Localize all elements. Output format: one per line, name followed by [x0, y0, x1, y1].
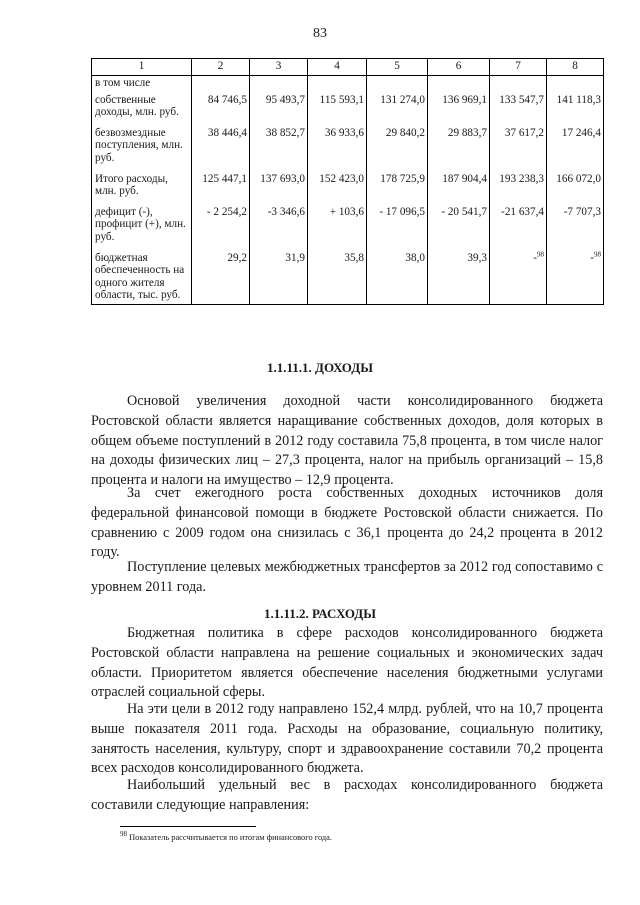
table-row	[92, 127, 604, 173]
page-number: 83	[313, 26, 327, 41]
table-cell: 38,0	[367, 252, 428, 305]
footnote-text: Показатель рассчитывается по итогам финансового года.	[129, 833, 332, 842]
table-cell	[547, 249, 604, 305]
row-label: Итого расходы, млн. руб.	[92, 173, 192, 206]
table-cell: 152 423,0	[308, 173, 367, 206]
table-row	[92, 252, 604, 305]
table-cell: 31,9	[250, 252, 308, 305]
table-row	[92, 206, 604, 252]
row-label: дефицит (-), профицит (+), млн. руб.	[92, 206, 192, 252]
table-cell: 29 840,2	[367, 127, 428, 173]
table-cell: 193 238,3	[490, 173, 547, 206]
table-cell: 136 969,1	[428, 94, 490, 127]
table-header-cell: 5	[367, 59, 428, 76]
table-cell: 125 447,1	[192, 173, 250, 206]
table-header-cell: 1	[92, 59, 192, 76]
table-cell: 29 883,7	[428, 127, 490, 173]
table-cell: 166 072,0	[547, 173, 604, 206]
table-cell: - 17 096,5	[367, 206, 428, 252]
table-cell: 38 446,4	[192, 127, 250, 173]
budget-table	[91, 58, 604, 305]
footnote-divider	[120, 826, 256, 827]
table-cell: 39,3	[428, 252, 490, 305]
footnote	[120, 830, 332, 842]
table-row	[92, 94, 604, 127]
cell-value: -	[533, 251, 537, 264]
table-cell: 178 725,9	[367, 173, 428, 206]
table-cell: 131 274,0	[367, 94, 428, 127]
table-cell: 84 746,5	[192, 94, 250, 127]
table-cell: + 103,6	[308, 206, 367, 252]
table-row	[92, 173, 604, 206]
table-header-cell: 7	[490, 59, 547, 76]
table-group-row	[92, 76, 604, 94]
table-header-cell: 2	[192, 59, 250, 76]
section-heading-revenue: 1.1.11.1. ДОХОДЫ	[267, 360, 373, 375]
table-cell	[490, 249, 547, 305]
table-cell: 35,8	[308, 252, 367, 305]
table-cell: 37 617,2	[490, 127, 547, 173]
paragraph: Поступление целевых межбюджетных трансфертов за 2012 год сопоставимо с уровнем 2011 года.	[91, 559, 603, 595]
table-cell: 141 118,3	[547, 94, 604, 127]
table-header-cell: 8	[547, 59, 604, 76]
section-heading-expenses: 1.1.11.2. РАСХОДЫ	[263, 606, 376, 621]
footnote-ref: 98	[537, 249, 544, 258]
footnote-mark: 98	[120, 830, 127, 839]
table-header-row	[92, 59, 604, 76]
table-cell: -3 346,6	[250, 206, 308, 252]
table-cell: 133 547,7	[490, 94, 547, 127]
table-header-cell: 4	[308, 59, 367, 76]
paragraph: Наибольший удельный вес в расходах консолидированного бюджета составили следующие направления:	[91, 777, 603, 813]
table-header-cell: 6	[428, 59, 490, 76]
table-header-cell: 3	[250, 59, 308, 76]
paragraph: За счет ежегодного роста собственных доходных источников доля федеральной финансовой помощи в бюджете Ростовской области снижается. По сравнению с 2009 годом она снизилась с 36,1 процента до 24,2 процента в 2012 году.	[91, 485, 603, 561]
row-label: собственные доходы, млн. руб.	[92, 94, 192, 127]
table-cell: 137 693,0	[250, 173, 308, 206]
table-cell: 38 852,7	[250, 127, 308, 173]
table-cell: 187 904,4	[428, 173, 490, 206]
paragraph: Основой увеличения доходной части консолидированного бюджета Ростовской области является наращивание собственных доходов, доля которых в общем объеме поступлений в 2012 году составила 75,8 процента, в том числе налог на доходы физических лиц – 27,3 процента, налог на прибыль организаций – 15,8 процента и налоги на имущество – 12,9 процента.	[91, 393, 603, 489]
table-cell: -7 707,3	[547, 206, 604, 252]
table-cell: 95 493,7	[250, 94, 308, 127]
table-cell: 36 933,6	[308, 127, 367, 173]
cell-value: -	[590, 251, 594, 264]
row-label: безвозмездные поступления, млн. руб.	[92, 127, 192, 173]
paragraph: Бюджетная политика в сфере расходов консолидированного бюджета Ростовской области направлена на решение социальных и экономических задач области. Приоритетом является обеспечение населения бюджетными услугами отраслей социальной сферы.	[91, 625, 603, 701]
table-cell: 115 593,1	[308, 94, 367, 127]
table-cell: -21 637,4	[490, 206, 547, 252]
table-cell: 17 246,4	[547, 127, 604, 173]
group-label: в том числе	[92, 76, 192, 94]
paragraph: На эти цели в 2012 году направлено 152,4 млрд. рублей, что на 10,7 процента выше показателя 2011 года. Расходы на образование, социальную политику, занятость населения, культуру, спорт и здравоохранение составили 70,2 процента всех расходов консолидированного бюджета.	[91, 701, 603, 777]
footnote-ref: 98	[594, 249, 601, 258]
row-label: бюджетная обеспеченность на одного жителя области, тыс. руб.	[92, 252, 192, 305]
table-cell: 29,2	[192, 252, 250, 305]
table-cell: - 2 254,2	[192, 206, 250, 252]
table-cell: - 20 541,7	[428, 206, 490, 252]
